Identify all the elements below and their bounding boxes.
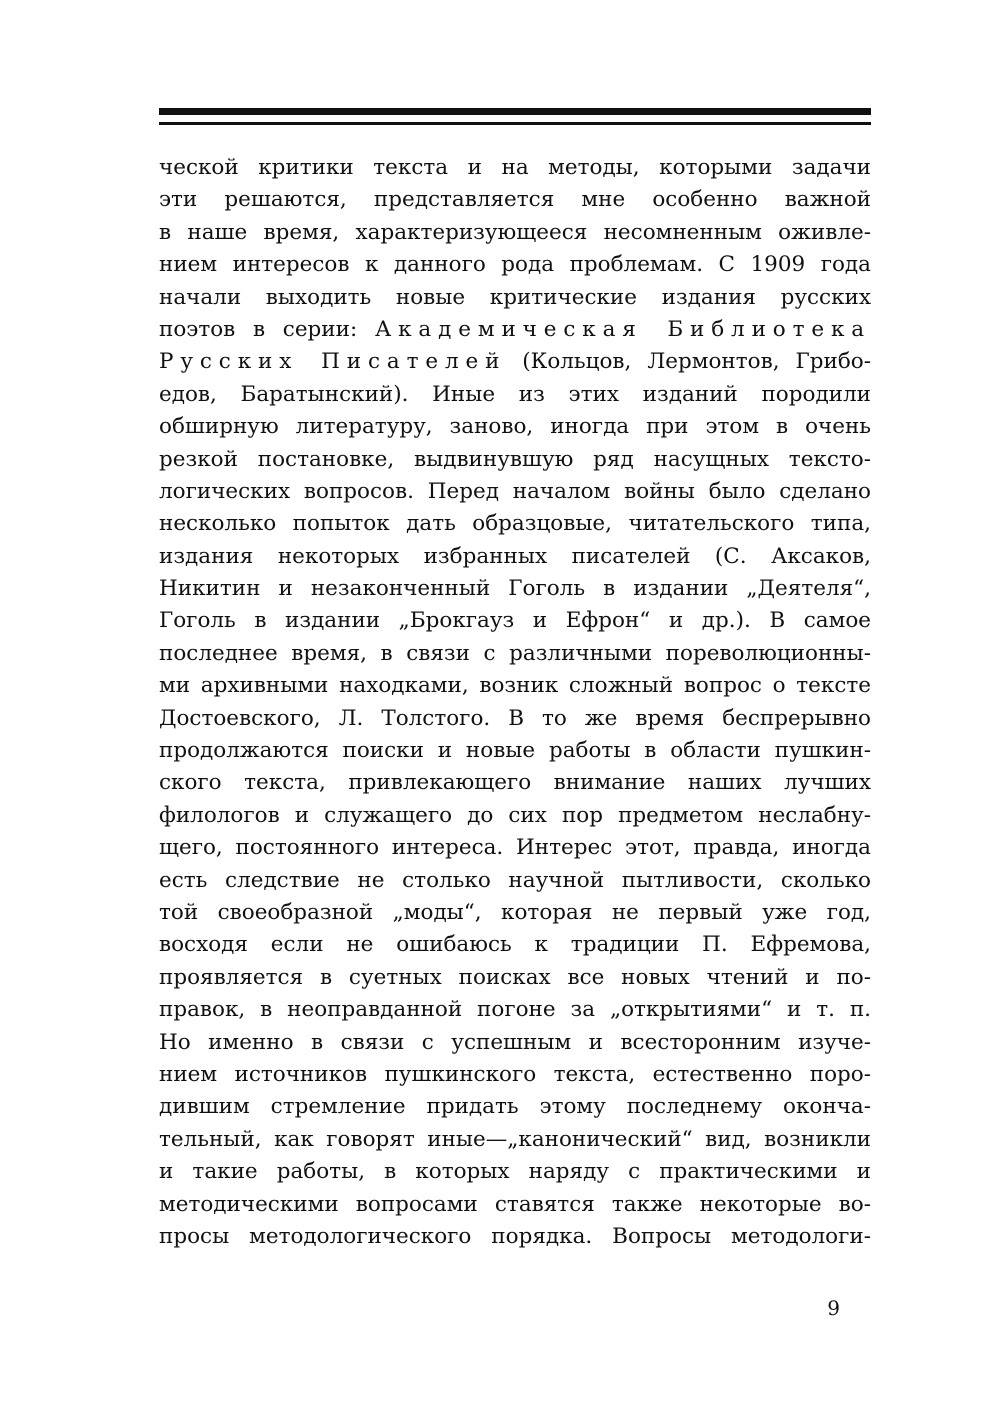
text-line-23: есть следствие не столько научной пытливости, сколько: [159, 867, 871, 893]
header-rule-thick: [159, 108, 871, 115]
text-line-25: восходя если не ошибаюсь к традиции П. Ефремова,: [159, 932, 871, 958]
text-line-7: [159, 346, 871, 378]
text-line-4: нием интересов к данного рода проблемам. С 1909 года: [159, 252, 871, 278]
text-line-21: филологов и служащего до сих пор предметом неслабну-: [159, 802, 871, 828]
text-line-9: обширную литературу, заново, иногда при этом в очень: [159, 414, 871, 440]
text-line-14: Никитин и незаконченный Гоголь в издании „Деятеля“,: [159, 576, 871, 602]
text-line-16: последнее время, в связи с различными пореволюционны-: [159, 640, 871, 666]
series-title-part-2: Русских Писателей: [159, 349, 507, 375]
text-line-11: логических вопросов. Перед началом войны было сделано: [159, 478, 871, 504]
text-line-22: щего, постоянного интереса. Интерес этот, правда, иногда: [159, 835, 871, 861]
text-line-34: просы методологического порядка. Вопросы методологи-: [159, 1223, 871, 1249]
page-number: 9: [827, 1296, 840, 1320]
text-line-28: Но именно в связи с успешным и всесторонним изуче-: [159, 1029, 871, 1055]
header-rule-thin: [159, 122, 871, 125]
text-line-15: Гоголь в издании „Брокгауз и Ефрон“ и др.). В самое: [159, 608, 871, 634]
text-line-7-tail: (Кольцов, Лермонтов, Грибо-: [522, 349, 871, 375]
text-line-24: той своеобразной „моды“, которая не первый уже год,: [159, 899, 871, 925]
text-line-20: ского текста, привлекающего внимание наших лучших: [159, 770, 871, 796]
text-line-10: резкой постановке, выдвинувшую ряд насущных тексто-: [159, 446, 871, 472]
text-line-1: ческой критики текста и на методы, которыми задачи: [159, 155, 871, 180]
text-line-6-lead: поэтов в серии:: [159, 316, 358, 342]
text-line-18: Достоевского, Л. Толстого. В то же время беспрерывно: [159, 705, 871, 731]
text-line-33: методическими вопросами ставятся также некоторые во-: [159, 1191, 871, 1217]
text-line-12: несколько попыток дать образцовые, читательского типа,: [159, 511, 871, 537]
text-line-26: проявляется в суетных поисках все новых чтений и по-: [159, 964, 871, 990]
text-line-27: правок, в неоправданной погоне за „открытиями“ и т. п.: [159, 997, 871, 1023]
text-line-6: [159, 314, 871, 346]
text-line-30: дившим стремление придать этому последнему оконча-: [159, 1094, 871, 1120]
text-line-29: нием источников пушкинского текста, естественно поро-: [159, 1061, 871, 1087]
text-line-3: в наше время, характеризующееся несомненным оживле-: [159, 219, 871, 245]
text-line-31: тельный, как говорят иные—„канонический“ вид, возникли: [159, 1126, 871, 1152]
series-title-part-1: Академическая Библиотека: [374, 316, 871, 342]
text-line-13: издания некоторых избранных писателей (С. Аксаков,: [159, 543, 871, 569]
text-line-32: и такие работы, в которых наряду с практическими и: [159, 1159, 871, 1185]
text-line-5: начали выходить новые критические издания русских: [159, 284, 871, 310]
body-text: [159, 152, 871, 1253]
text-line-2: эти решаются, представляется мне особенно важной: [159, 187, 871, 213]
text-line-17: ми архивными находками, возник сложный вопрос о тексте: [159, 673, 871, 699]
text-line-19: продолжаются поиски и новые работы в области пушкин-: [159, 738, 871, 764]
text-line-8: едов, Баратынский). Иные из этих изданий породили: [159, 381, 871, 407]
